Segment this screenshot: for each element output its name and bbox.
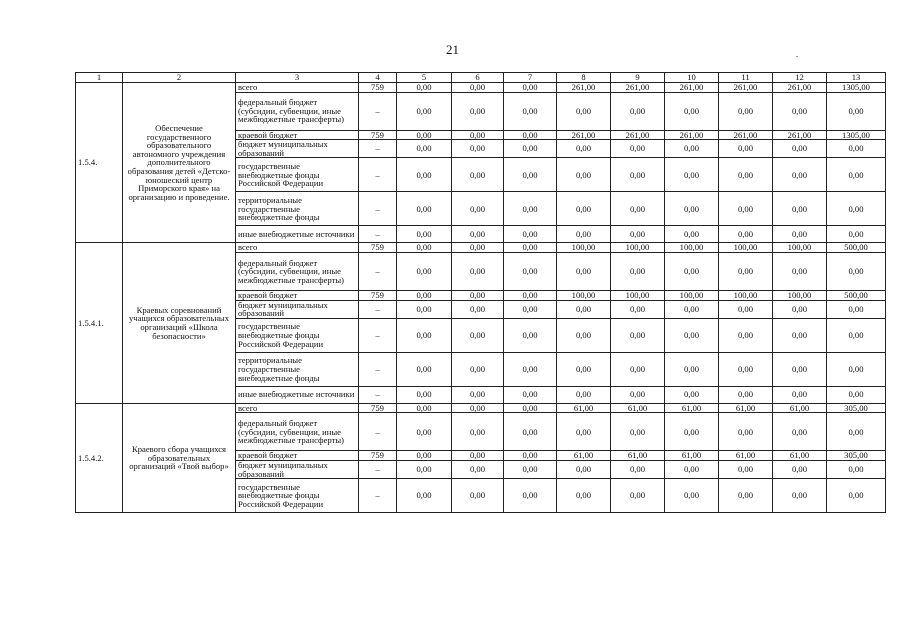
column-header: 3: [236, 73, 359, 83]
amount-cell: 0,00: [827, 300, 886, 318]
amount-cell: 0,00: [665, 318, 719, 352]
amount-cell: 0,00: [611, 92, 665, 130]
amount-cell: 0,00: [397, 83, 452, 93]
amount-cell: 0,00: [719, 413, 773, 451]
amount-cell: 61,00: [665, 451, 719, 461]
amount-cell: 0,00: [827, 460, 886, 478]
amount-cell: 0,00: [504, 451, 557, 461]
funding-source: территориальные государственные внебюджетные фонды: [236, 192, 359, 226]
amount-cell: 0,00: [557, 158, 611, 192]
funding-source: бюджет муниципальных образований: [236, 300, 359, 318]
amount-cell: 0,00: [773, 318, 827, 352]
amount-cell: 0,00: [827, 92, 886, 130]
amount-cell: 0,00: [827, 413, 886, 451]
amount-cell: 0,00: [397, 460, 452, 478]
amount-cell: 0,00: [719, 352, 773, 386]
amount-cell: 61,00: [773, 451, 827, 461]
amount-cell: 0,00: [611, 226, 665, 243]
amount-cell: 0,00: [504, 300, 557, 318]
amount-cell: 0,00: [719, 92, 773, 130]
amount-cell: 0,00: [665, 413, 719, 451]
amount-cell: 0,00: [827, 352, 886, 386]
grbs-code: –: [359, 300, 397, 318]
amount-cell: 0,00: [557, 92, 611, 130]
funding-source: бюджет муниципальных образований: [236, 140, 359, 158]
amount-cell: 500,00: [827, 243, 886, 253]
amount-cell: 0,00: [557, 479, 611, 513]
amount-cell: 0,00: [773, 386, 827, 403]
column-header: 4: [359, 73, 397, 83]
funding-source: краевой бюджет: [236, 130, 359, 140]
amount-cell: 0,00: [773, 252, 827, 290]
amount-cell: 0,00: [773, 92, 827, 130]
funding-source: всего: [236, 403, 359, 413]
amount-cell: 0,00: [452, 252, 504, 290]
amount-cell: 0,00: [452, 92, 504, 130]
amount-cell: 0,00: [773, 158, 827, 192]
amount-cell: 0,00: [773, 140, 827, 158]
amount-cell: 0,00: [773, 300, 827, 318]
amount-cell: 261,00: [557, 130, 611, 140]
amount-cell: 0,00: [452, 460, 504, 478]
amount-cell: 100,00: [773, 290, 827, 300]
table-row: [76, 83, 886, 93]
amount-cell: 0,00: [827, 479, 886, 513]
item-name: Краевых соревнований учащихся образовательных организаций «Школа безопасности»: [123, 243, 236, 403]
amount-cell: 0,00: [397, 386, 452, 403]
amount-cell: 100,00: [719, 243, 773, 253]
amount-cell: 0,00: [773, 352, 827, 386]
amount-cell: 61,00: [557, 451, 611, 461]
amount-cell: 0,00: [452, 158, 504, 192]
amount-cell: 0,00: [557, 226, 611, 243]
amount-cell: 0,00: [397, 92, 452, 130]
amount-cell: 0,00: [397, 158, 452, 192]
column-header: 5: [397, 73, 452, 83]
amount-cell: 0,00: [504, 413, 557, 451]
amount-cell: 0,00: [773, 460, 827, 478]
amount-cell: 1305,00: [827, 130, 886, 140]
funding-source: государственные внебюджетные фонды Российской Федерации: [236, 318, 359, 352]
header-row: [76, 73, 886, 83]
grbs-code: 759: [359, 290, 397, 300]
amount-cell: 0,00: [773, 413, 827, 451]
amount-cell: 0,00: [504, 318, 557, 352]
amount-cell: 0,00: [665, 226, 719, 243]
amount-cell: 0,00: [557, 300, 611, 318]
amount-cell: 0,00: [665, 300, 719, 318]
amount-cell: 0,00: [397, 403, 452, 413]
funding-source: федеральный бюджет (субсидии, субвенции, иные межбюджетные трансферты): [236, 252, 359, 290]
amount-cell: 0,00: [665, 479, 719, 513]
amount-cell: 0,00: [452, 226, 504, 243]
amount-cell: 0,00: [611, 192, 665, 226]
grbs-code: –: [359, 352, 397, 386]
amount-cell: 0,00: [397, 252, 452, 290]
amount-cell: 0,00: [397, 130, 452, 140]
amount-cell: 61,00: [773, 403, 827, 413]
amount-cell: 0,00: [504, 290, 557, 300]
amount-cell: 500,00: [827, 290, 886, 300]
amount-cell: 0,00: [452, 403, 504, 413]
amount-cell: 0,00: [452, 243, 504, 253]
amount-cell: 0,00: [665, 158, 719, 192]
grbs-code: –: [359, 413, 397, 451]
amount-cell: 0,00: [665, 192, 719, 226]
amount-cell: 0,00: [773, 479, 827, 513]
amount-cell: 0,00: [827, 192, 886, 226]
amount-cell: 0,00: [397, 479, 452, 513]
amount-cell: 0,00: [397, 140, 452, 158]
amount-cell: 0,00: [719, 460, 773, 478]
item-code: 1.5.4.2.: [76, 403, 123, 512]
amount-cell: 0,00: [452, 451, 504, 461]
amount-cell: 0,00: [557, 252, 611, 290]
amount-cell: 61,00: [557, 403, 611, 413]
amount-cell: 100,00: [773, 243, 827, 253]
amount-cell: 0,00: [557, 413, 611, 451]
amount-cell: 0,00: [397, 243, 452, 253]
amount-cell: 0,00: [557, 386, 611, 403]
grbs-code: –: [359, 479, 397, 513]
grbs-code: 759: [359, 403, 397, 413]
amount-cell: 0,00: [504, 192, 557, 226]
column-header: 8: [557, 73, 611, 83]
column-header: 7: [504, 73, 557, 83]
amount-cell: 305,00: [827, 403, 886, 413]
column-header: 13: [827, 73, 886, 83]
amount-cell: 0,00: [719, 318, 773, 352]
amount-cell: 0,00: [452, 300, 504, 318]
grbs-code: –: [359, 460, 397, 478]
amount-cell: 0,00: [719, 300, 773, 318]
grbs-code: –: [359, 192, 397, 226]
amount-cell: 0,00: [665, 460, 719, 478]
funding-source: федеральный бюджет (субсидии, субвенции, иные межбюджетные трансферты): [236, 92, 359, 130]
amount-cell: 61,00: [665, 403, 719, 413]
amount-cell: 0,00: [665, 252, 719, 290]
grbs-code: –: [359, 252, 397, 290]
item-name: Обеспечение государственного образовательного автономного учреждения дополнительного образования детей «Детско-юношеский центр Приморского края» на организацию и проведение.: [123, 83, 236, 243]
amount-cell: 100,00: [557, 290, 611, 300]
amount-cell: 0,00: [773, 192, 827, 226]
amount-cell: 0,00: [504, 83, 557, 93]
amount-cell: 0,00: [827, 386, 886, 403]
page-number: 21: [446, 42, 459, 57]
funding-source: иные внебюджетные источники: [236, 226, 359, 243]
funding-source: государственные внебюджетные фонды Российской Федерации: [236, 479, 359, 513]
funding-source: территориальные государственные внебюджетные фонды: [236, 352, 359, 386]
amount-cell: 0,00: [827, 158, 886, 192]
funding-source: всего: [236, 243, 359, 253]
amount-cell: 61,00: [719, 451, 773, 461]
amount-cell: 0,00: [665, 140, 719, 158]
amount-cell: 0,00: [557, 192, 611, 226]
amount-cell: 0,00: [452, 413, 504, 451]
column-header: 6: [452, 73, 504, 83]
amount-cell: 0,00: [719, 252, 773, 290]
amount-cell: 0,00: [665, 92, 719, 130]
amount-cell: 0,00: [504, 252, 557, 290]
table-row: [76, 403, 886, 413]
amount-cell: 0,00: [504, 243, 557, 253]
item-name: Краевого сбора учащихся образовательных организаций «Твой выбор»: [123, 403, 236, 512]
column-header: 12: [773, 73, 827, 83]
amount-cell: 0,00: [719, 192, 773, 226]
grbs-code: –: [359, 140, 397, 158]
funding-source: государственные внебюджетные фонды Российской Федерации: [236, 158, 359, 192]
amount-cell: 0,00: [665, 386, 719, 403]
amount-cell: 0,00: [611, 252, 665, 290]
amount-cell: 261,00: [773, 83, 827, 93]
amount-cell: 261,00: [557, 83, 611, 93]
amount-cell: 0,00: [719, 479, 773, 513]
amount-cell: 0,00: [452, 352, 504, 386]
scan-mark: [796, 56, 798, 57]
amount-cell: 261,00: [611, 83, 665, 93]
amount-cell: 0,00: [557, 460, 611, 478]
amount-cell: 0,00: [504, 386, 557, 403]
amount-cell: 0,00: [397, 352, 452, 386]
amount-cell: 0,00: [557, 318, 611, 352]
amount-cell: 0,00: [504, 460, 557, 478]
amount-cell: 0,00: [719, 158, 773, 192]
budget-table: [75, 72, 886, 513]
amount-cell: 0,00: [452, 318, 504, 352]
amount-cell: 0,00: [827, 318, 886, 352]
amount-cell: 0,00: [827, 226, 886, 243]
column-header: 9: [611, 73, 665, 83]
amount-cell: 0,00: [611, 300, 665, 318]
grbs-code: 759: [359, 243, 397, 253]
amount-cell: 61,00: [611, 403, 665, 413]
funding-source: федеральный бюджет (субсидии, субвенции, иные межбюджетные трансферты): [236, 413, 359, 451]
funding-source: бюджет муниципальных образований: [236, 460, 359, 478]
amount-cell: 305,00: [827, 451, 886, 461]
amount-cell: 100,00: [557, 243, 611, 253]
amount-cell: 261,00: [719, 83, 773, 93]
amount-cell: 0,00: [504, 92, 557, 130]
amount-cell: 0,00: [611, 318, 665, 352]
amount-cell: 100,00: [665, 243, 719, 253]
grbs-code: 759: [359, 130, 397, 140]
amount-cell: 261,00: [611, 130, 665, 140]
funding-source: иные внебюджетные источники: [236, 386, 359, 403]
amount-cell: 0,00: [557, 352, 611, 386]
amount-cell: 0,00: [397, 226, 452, 243]
amount-cell: 0,00: [504, 403, 557, 413]
amount-cell: 100,00: [665, 290, 719, 300]
amount-cell: 0,00: [827, 140, 886, 158]
grbs-code: 759: [359, 451, 397, 461]
amount-cell: 0,00: [611, 140, 665, 158]
grbs-code: 759: [359, 83, 397, 93]
amount-cell: 0,00: [397, 451, 452, 461]
amount-cell: 0,00: [557, 140, 611, 158]
amount-cell: 0,00: [719, 386, 773, 403]
amount-cell: 261,00: [773, 130, 827, 140]
grbs-code: –: [359, 386, 397, 403]
amount-cell: 0,00: [397, 318, 452, 352]
amount-cell: 0,00: [719, 140, 773, 158]
amount-cell: 0,00: [827, 252, 886, 290]
column-header: 11: [719, 73, 773, 83]
column-header: 2: [123, 73, 236, 83]
amount-cell: 0,00: [397, 413, 452, 451]
amount-cell: 0,00: [452, 83, 504, 93]
funding-source: краевой бюджет: [236, 290, 359, 300]
amount-cell: 0,00: [611, 413, 665, 451]
grbs-code: –: [359, 318, 397, 352]
amount-cell: 61,00: [611, 451, 665, 461]
amount-cell: 100,00: [719, 290, 773, 300]
amount-cell: 0,00: [452, 386, 504, 403]
amount-cell: 0,00: [504, 130, 557, 140]
amount-cell: 0,00: [504, 479, 557, 513]
column-header: 10: [665, 73, 719, 83]
amount-cell: 0,00: [452, 479, 504, 513]
amount-cell: 261,00: [665, 130, 719, 140]
item-code: 1.5.4.1.: [76, 243, 123, 403]
amount-cell: 1305,00: [827, 83, 886, 93]
table-body: [76, 73, 886, 513]
amount-cell: 0,00: [504, 140, 557, 158]
item-code: 1.5.4.: [76, 83, 123, 243]
amount-cell: 100,00: [611, 243, 665, 253]
amount-cell: 61,00: [719, 403, 773, 413]
amount-cell: 0,00: [504, 352, 557, 386]
amount-cell: 0,00: [397, 300, 452, 318]
amount-cell: 0,00: [452, 130, 504, 140]
amount-cell: 0,00: [611, 460, 665, 478]
amount-cell: 0,00: [611, 386, 665, 403]
amount-cell: 261,00: [665, 83, 719, 93]
amount-cell: 0,00: [773, 226, 827, 243]
amount-cell: 0,00: [452, 290, 504, 300]
amount-cell: 0,00: [452, 192, 504, 226]
amount-cell: 0,00: [611, 479, 665, 513]
table-row: [76, 243, 886, 253]
amount-cell: 0,00: [452, 140, 504, 158]
funding-source: краевой бюджет: [236, 451, 359, 461]
grbs-code: –: [359, 158, 397, 192]
grbs-code: –: [359, 92, 397, 130]
amount-cell: 0,00: [611, 352, 665, 386]
amount-cell: 0,00: [397, 290, 452, 300]
amount-cell: 0,00: [719, 226, 773, 243]
funding-source: всего: [236, 83, 359, 93]
amount-cell: 0,00: [504, 158, 557, 192]
amount-cell: 0,00: [665, 352, 719, 386]
column-header: 1: [76, 73, 123, 83]
amount-cell: 0,00: [504, 226, 557, 243]
amount-cell: 0,00: [611, 158, 665, 192]
amount-cell: 0,00: [397, 192, 452, 226]
amount-cell: 261,00: [719, 130, 773, 140]
amount-cell: 100,00: [611, 290, 665, 300]
grbs-code: –: [359, 226, 397, 243]
